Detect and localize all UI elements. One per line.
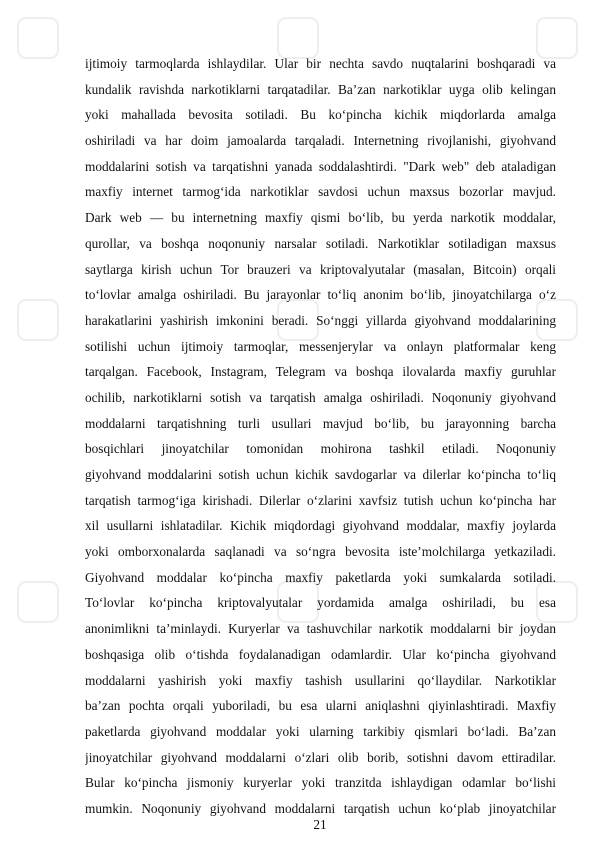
text-line: sotilishi uchun ijtimoiy tarmoqlar, messenjerylar va onlayn platformalar keng [85, 338, 556, 354]
text-line: moddalarni tarqatishning turli usullari mavjud boʻlib, bu jarayonning barcha [85, 415, 556, 431]
text-line: oshiriladi va har doim jamoalarda tarqaladi. Internetning rivojlanishi, giyohvand [85, 133, 556, 149]
text-line: ijtimoiy tarmoqlarda ishlaydilar. Ular bir nechta savdo nuqtalarini boshqaradi va [85, 56, 556, 71]
text-line: maxfiy internet tarmogʻida narkotiklar savdosi uchun maxsus bozorlar mavjud. [85, 184, 556, 200]
text-line: bosqichlari jinoyatchilar tomonidan mohirona tashkil etiladi. Noqonuniy [85, 441, 556, 457]
body-text [85, 51, 556, 822]
text-line: mumkin. Noqonuniy giyohvand moddalarni tarqatish uchun koʻplab jinoyatchilar [85, 800, 556, 816]
text-line: moddalarni yashirish yoki maxfiy tashish usullarini qoʻllaydilar. Narkotiklar [85, 672, 556, 688]
text-line: yoki omborxonalarda saqlanadi va soʻngra bevosita isteʼmolchilarga yetkaziladi. [85, 544, 556, 560]
text-line: paketlarda giyohvand moddalar yoki ularning tarkibiy qismlari boʻladi. Baʼzan [85, 723, 556, 739]
text-line: Giyohvand moddalar koʻpincha maxfiy paketlarda yoki sumkalarda sotiladi. [85, 569, 556, 585]
text-line: toʻlovlar amalga oshiriladi. Bu jarayonlar toʻliq anonim boʻlib, jinoyatchilarga oʻz [85, 287, 556, 303]
text-line: saytlarga kirish uchun Tor brauzeri va kriptovalyutalar (masalan, Bitcoin) orqali [85, 261, 556, 277]
text-line: xil usullarni ishlatadilar. Kichik miqdordagi giyohvand moddalar, maxfiy joylarda [85, 518, 556, 534]
text-line: kundalik ravishda narkotiklarni tarqatadilar. Baʼzan narkotiklar uyga olib kelingan [85, 81, 556, 97]
text-line: Toʻlovlar koʻpincha kriptovalyutalar yordamida amalga oshiriladi, bu esa [85, 595, 556, 611]
text-line: moddalarini sotish va tarqatishni yanada soddalashtirdi. "Dark web" deb ataladigan [85, 158, 556, 174]
page-number: 21 [313, 817, 327, 832]
text-line: Bular koʻpincha jismoniy kuryerlar yoki tranzitda ishlaydigan odamlar boʻlishi [85, 775, 556, 791]
text-line: boshqasiga olib oʻtishda foydalanadigan odamlardir. Ular koʻpincha giyohvand [85, 646, 556, 662]
text-line: yoki mahallada bevosita sotiladi. Bu koʻpincha kichik miqdorlarda amalga [85, 107, 556, 123]
text-line: tarqalgan. Facebook, Instagram, Telegram va boshqa ilovalarda maxfiy guruhlar [85, 364, 556, 380]
text-line: harakatlarini yashirish imkonini beradi. Soʻnggi yillarda giyohvand moddalarining [85, 312, 556, 328]
text-line: qurollar, va boshqa noqonuniy narsalar sotiladi. Narkotiklar sotiladigan maxsus [85, 235, 556, 251]
text-line: giyohvand moddalarini sotish uchun kichik savdogarlar va dilerlar koʻpincha toʻliq [85, 467, 556, 482]
text-line: tarqatish tarmogʻiga kirishadi. Dilerlar oʻzlarini xavfsiz tutish uchun koʻpincha har [85, 492, 556, 508]
text-line: ochilib, narkotiklarni sotish va tarqatish amalga oshiriladi. Noqonuniy giyohvand [85, 389, 556, 405]
text-line: anonimlikni taʼminlaydi. Kuryerlar va tashuvchilar narkotik moddalarni bir joydan [85, 621, 556, 637]
text-line: baʼzan pochta orqali yuboriladi, bu esa ularni aniqlashni qiyinlashtiradi. Maxfiy [85, 698, 556, 714]
text-line: jinoyatchilar giyohvand moddalarni oʻzlari olib borib, sotishni davom ettiradilar. [85, 749, 556, 765]
text-line: Dark web — bu internetning maxfiy qismi boʻlib, bu yerda narkotik moddalar, [85, 210, 556, 226]
